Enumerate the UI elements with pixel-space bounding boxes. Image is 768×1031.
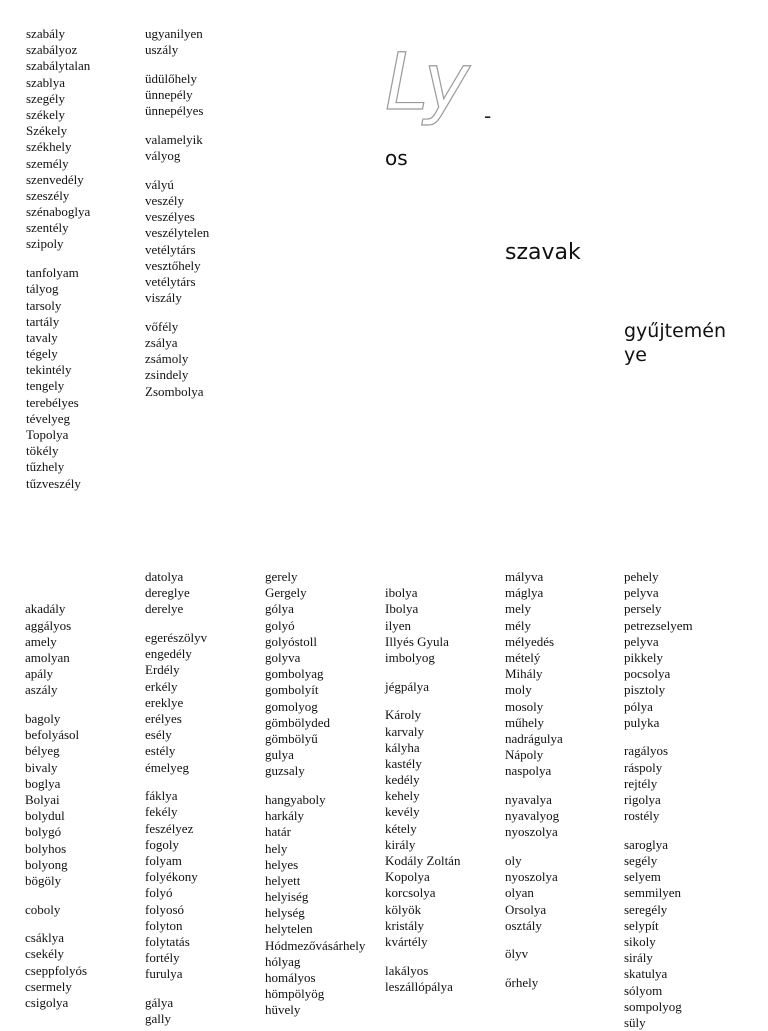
word-item: nadrágulya xyxy=(505,730,563,746)
word-item: fáklya xyxy=(145,788,178,804)
word-item: erélyes xyxy=(145,711,182,726)
word-item: mételý xyxy=(505,649,541,665)
word-item: mosoly xyxy=(505,698,544,714)
word-item: tavaly xyxy=(26,329,58,345)
group-gap xyxy=(25,889,87,902)
word-item: pocsolya xyxy=(624,666,671,682)
group-gap xyxy=(26,253,90,266)
group-gap xyxy=(145,618,207,631)
word-item: sirály xyxy=(624,950,653,966)
word-item: gálya xyxy=(145,995,174,1010)
word-item: ragályos xyxy=(624,743,669,759)
word-item: oly xyxy=(505,853,522,868)
word-item: bagoly xyxy=(25,711,61,726)
word-item: coboly xyxy=(25,901,61,917)
word-item: Székely xyxy=(26,123,68,139)
word-item: süly xyxy=(624,1014,646,1030)
word-item: kölyök xyxy=(385,901,422,917)
word-column-bottom-3 xyxy=(265,569,365,1019)
group-gap xyxy=(624,731,693,744)
word-item: dereglye xyxy=(145,585,190,601)
word-item: tégely xyxy=(26,346,58,362)
group-gap xyxy=(385,666,460,679)
word-item: hömpölyög xyxy=(265,986,325,1002)
word-item: estély xyxy=(145,743,176,759)
word-item: szegély xyxy=(26,90,65,106)
word-item: szabálytalan xyxy=(26,58,91,74)
word-item: máglya xyxy=(505,585,544,601)
word-item: veszélyes xyxy=(145,209,195,225)
word-item: pisztoly xyxy=(624,682,666,698)
group-gap xyxy=(145,58,209,71)
word-item: pehely xyxy=(624,569,659,584)
group-gap xyxy=(145,119,209,132)
word-item: ilyen xyxy=(385,617,411,633)
word-item: saroglya xyxy=(624,836,669,852)
word-item: harkály xyxy=(265,808,304,824)
word-item: skatulya xyxy=(624,966,668,982)
word-item: selyem xyxy=(624,869,661,885)
word-item: folytatás xyxy=(145,933,190,949)
word-item: uszály xyxy=(145,42,179,58)
word-item: tanfolyam xyxy=(26,265,79,281)
word-item: mélyedés xyxy=(505,633,555,649)
title-ly: Ly xyxy=(385,38,468,128)
word-item: folyosó xyxy=(145,901,184,917)
word-item: király xyxy=(385,836,416,852)
word-item: kályha xyxy=(385,739,420,755)
word-item: Gergely xyxy=(265,585,307,601)
word-item: mely xyxy=(505,601,531,617)
word-item: golyva xyxy=(265,649,301,665)
word-item: helyett xyxy=(265,872,301,888)
word-item: moly xyxy=(505,682,532,698)
word-item: imbolyog xyxy=(385,649,435,665)
word-item: gulya xyxy=(265,747,294,763)
word-item: csekély xyxy=(25,946,64,962)
word-item: amely xyxy=(25,633,57,649)
word-item: Mihály xyxy=(505,666,543,682)
group-gap xyxy=(145,306,209,319)
word-item: osztály xyxy=(505,917,542,933)
word-item: persely xyxy=(624,601,662,617)
word-item: pelyva xyxy=(624,585,659,601)
word-item: személy xyxy=(26,155,69,171)
word-item: fogoly xyxy=(145,836,179,852)
word-column-bottom-1 xyxy=(25,569,87,1011)
word-item: hangyaboly xyxy=(265,791,326,807)
word-item: zsindely xyxy=(145,367,189,383)
word-item: székhely xyxy=(26,139,72,155)
group-gap xyxy=(505,963,563,976)
word-item: veszély xyxy=(145,193,184,208)
word-item: bolyhos xyxy=(25,840,67,856)
group-gap xyxy=(145,983,207,996)
word-item: erkély xyxy=(145,678,178,694)
word-item: Kopolya xyxy=(385,869,430,885)
word-item: golyóstoll xyxy=(265,633,318,649)
group-gap xyxy=(145,776,207,789)
word-item: helyes xyxy=(265,856,299,872)
word-item: rigolya xyxy=(624,791,661,807)
word-item: lakályos xyxy=(385,962,429,978)
word-item: kedély xyxy=(385,772,420,788)
word-item: sompolyog xyxy=(624,998,682,1014)
word-item: folyton xyxy=(145,917,183,933)
word-item: pikkely xyxy=(624,649,663,665)
word-item: Károly xyxy=(385,707,422,723)
word-item: szentély xyxy=(26,220,69,236)
word-item: aszály xyxy=(25,682,58,698)
word-item: sikoly xyxy=(624,933,656,949)
word-item: ereklye xyxy=(145,694,184,710)
word-item: csigolya xyxy=(25,995,69,1010)
word-item: akadály xyxy=(25,601,66,617)
word-item: tökély xyxy=(26,443,59,459)
word-item: kristály xyxy=(385,917,424,933)
word-item: vetélytárs xyxy=(145,241,196,257)
word-item: csermely xyxy=(25,978,72,994)
word-item: hüvely xyxy=(265,1002,301,1018)
word-column-top-1 xyxy=(26,26,90,492)
word-item: gömbölyded xyxy=(265,714,330,730)
word-item: ibolya xyxy=(385,585,418,601)
word-item: helység xyxy=(265,905,305,921)
word-item: Nápoly xyxy=(505,747,544,763)
word-item: engedély xyxy=(145,646,192,662)
word-item: feszélyez xyxy=(145,820,194,836)
word-item: karvaly xyxy=(385,723,424,739)
word-item: bivaly xyxy=(25,759,58,775)
word-item: ugyanilyen xyxy=(145,26,203,41)
word-item: gólya xyxy=(265,601,294,617)
word-item: émelyeg xyxy=(145,759,190,775)
blank-line xyxy=(25,569,87,585)
word-item: rejtély xyxy=(624,775,658,791)
group-gap xyxy=(265,779,365,792)
word-item: ölyv xyxy=(505,946,529,962)
word-item: tartály xyxy=(26,313,60,329)
title-os: os xyxy=(385,146,408,170)
word-item: valamelyik xyxy=(145,131,203,147)
group-gap xyxy=(505,934,563,947)
word-item: nyoszolya xyxy=(505,869,558,885)
title-szavak: szavak xyxy=(505,240,581,265)
word-item: mély xyxy=(505,617,531,633)
word-item: segély xyxy=(624,853,658,868)
word-item: bolyong xyxy=(25,856,68,872)
word-item: Kodály Zoltán xyxy=(385,853,461,868)
word-item: határ xyxy=(265,824,291,840)
word-item: tekintély xyxy=(26,362,72,378)
word-item: vályú xyxy=(145,176,174,192)
word-item: kevély xyxy=(385,804,420,820)
word-item: folyékony xyxy=(145,869,198,885)
word-item: kastély xyxy=(385,755,422,771)
word-item: guzsaly xyxy=(265,763,305,779)
blank-line xyxy=(385,569,460,585)
word-item: pelyva xyxy=(624,633,659,649)
word-item: gömbölyű xyxy=(265,730,318,746)
word-item: gerely xyxy=(265,569,298,584)
word-item: Erdély xyxy=(145,662,180,678)
word-item: vesztőhely xyxy=(145,257,201,273)
word-item: Topolya xyxy=(26,427,69,442)
word-item: székely xyxy=(26,106,65,122)
word-item: olyan xyxy=(505,885,534,901)
word-item: tarsoly xyxy=(26,297,62,313)
word-item: nyavalyog xyxy=(505,808,560,824)
word-item: boglya xyxy=(25,775,61,791)
group-gap xyxy=(25,699,87,712)
word-item: apály xyxy=(25,666,54,682)
word-item: csáklya xyxy=(25,930,64,946)
word-item: tűzveszély xyxy=(26,475,81,491)
word-item: jégpálya xyxy=(385,678,430,694)
word-item: bolygó xyxy=(25,824,62,840)
word-item: viszály xyxy=(145,290,182,306)
word-item: Orsolya xyxy=(505,901,547,917)
word-item: szablya xyxy=(26,74,65,90)
word-item: tályog xyxy=(26,281,59,297)
title-dash: - xyxy=(484,104,492,128)
group-gap xyxy=(505,779,563,792)
word-item: terebélyes xyxy=(26,394,79,410)
word-item: vetélytárs xyxy=(145,273,196,289)
word-item: Hódmezővásárhely xyxy=(265,937,366,953)
word-item: helyiség xyxy=(265,889,309,905)
word-item: Zsombolya xyxy=(145,383,204,399)
word-item: kvártély xyxy=(385,933,428,949)
word-item: szabály xyxy=(26,26,65,41)
word-item: zsámoly xyxy=(145,351,189,367)
word-item: bögöly xyxy=(25,872,62,888)
word-item: veszélytelen xyxy=(145,225,210,241)
word-item: ünnepély xyxy=(145,87,193,103)
word-item: tűzhely xyxy=(26,459,65,475)
word-item: tengely xyxy=(26,378,65,394)
word-column-bottom-5 xyxy=(505,569,563,991)
group-gap xyxy=(505,841,563,854)
word-item: datolya xyxy=(145,569,184,584)
word-item: egerészölyv xyxy=(145,630,208,646)
word-item: pólya xyxy=(624,698,653,714)
word-item: zsálya xyxy=(145,335,178,350)
word-column-top-2 xyxy=(145,26,209,400)
word-item: vőfély xyxy=(145,318,179,334)
group-gap xyxy=(385,950,460,963)
word-item: folyam xyxy=(145,853,182,868)
word-item: semmilyen xyxy=(624,885,682,901)
word-item: homályos xyxy=(265,970,316,985)
group-gap xyxy=(145,164,209,177)
word-item: Ibolya xyxy=(385,601,419,617)
group-gap xyxy=(25,918,87,931)
word-item: nyoszolya xyxy=(505,824,558,840)
word-item: Illyés Gyula xyxy=(385,633,449,649)
word-item: fortély xyxy=(145,950,180,966)
word-item: gomolyog xyxy=(265,698,318,714)
word-column-bottom-6 xyxy=(624,569,693,1031)
word-item: szeszély xyxy=(26,187,70,203)
title-gyujtemeny: gyűjtemén ye xyxy=(624,320,727,366)
word-item: pulyka xyxy=(624,714,660,730)
word-item: szenvedély xyxy=(26,171,84,187)
word-item: derelye xyxy=(145,601,184,617)
word-item: petrezselyem xyxy=(624,617,693,633)
word-item: Bolyai xyxy=(25,791,60,807)
word-item: rostély xyxy=(624,808,660,824)
word-item: gally xyxy=(145,1011,171,1027)
word-item: hely xyxy=(265,840,288,856)
blank-line xyxy=(25,585,87,601)
word-item: helytelen xyxy=(265,921,313,937)
word-item: szénaboglya xyxy=(26,204,91,220)
word-item: kehely xyxy=(385,788,420,804)
word-item: kétely xyxy=(385,820,417,836)
word-item: tévelyeg xyxy=(26,410,71,426)
word-item: üdülőhely xyxy=(145,70,197,86)
word-item: sólyom xyxy=(624,982,663,998)
word-item: nyavalya xyxy=(505,791,552,807)
word-item: szabályoz xyxy=(26,42,78,58)
word-item: folyó xyxy=(145,885,173,901)
word-item: mályva xyxy=(505,569,544,584)
word-item: cseppfolyós xyxy=(25,962,88,978)
word-item: seregély xyxy=(624,901,668,917)
word-item: furulya xyxy=(145,966,183,982)
word-item: ünnepélyes xyxy=(145,103,204,119)
word-item: esély xyxy=(145,727,172,743)
word-column-bottom-2 xyxy=(145,569,207,1027)
word-item: fekély xyxy=(145,804,178,820)
word-item: leszállópálya xyxy=(385,978,453,994)
word-item: műhely xyxy=(505,714,544,730)
word-item: korcsolya xyxy=(385,885,436,901)
word-item: befolyásol xyxy=(25,727,80,743)
word-item: aggályos xyxy=(25,617,72,633)
word-item: vályog xyxy=(145,148,181,164)
word-item: bolydul xyxy=(25,808,65,824)
group-gap xyxy=(385,695,460,708)
word-item: gombolyít xyxy=(265,682,319,698)
word-column-bottom-4 xyxy=(385,569,460,995)
word-item: bélyeg xyxy=(25,743,60,759)
word-item: gombolyag xyxy=(265,666,324,682)
word-item: ráspoly xyxy=(624,759,663,775)
group-gap xyxy=(624,824,693,837)
word-item: selypít xyxy=(624,917,659,933)
word-item: amolyan xyxy=(25,649,70,665)
word-item: hólyag xyxy=(265,953,301,969)
word-item: golyó xyxy=(265,617,295,633)
word-item: őrhely xyxy=(505,975,539,991)
word-item: szipoly xyxy=(26,236,64,252)
word-item: naspolya xyxy=(505,763,552,779)
